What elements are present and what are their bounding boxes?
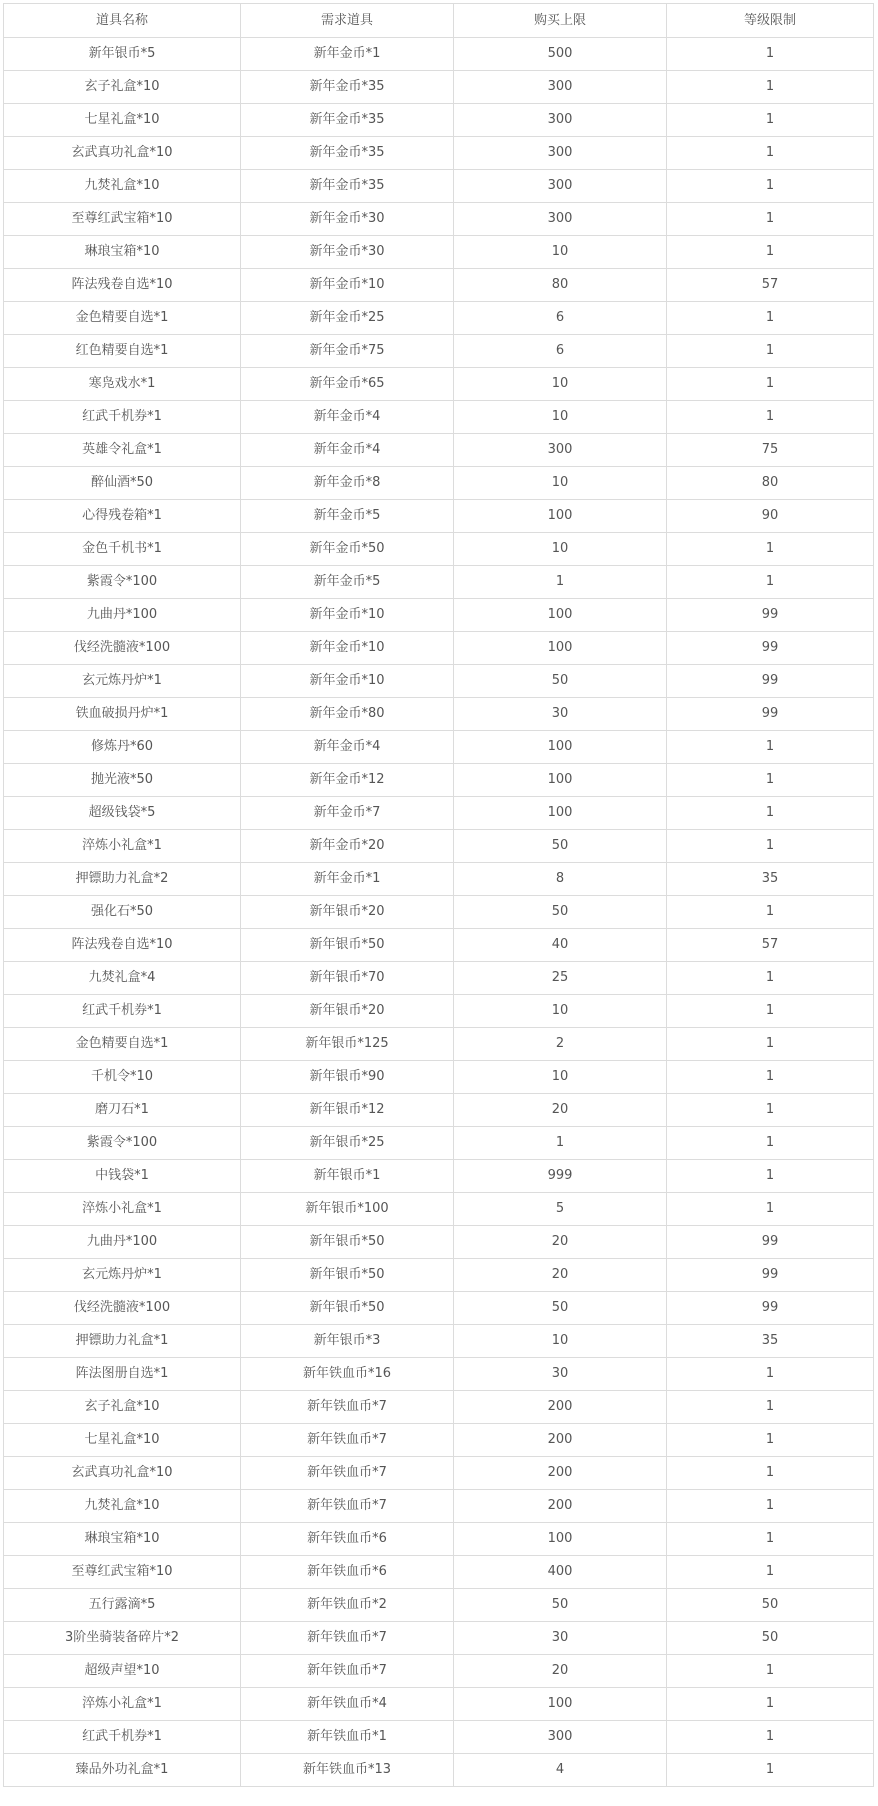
cell-purchase-limit: 100 (454, 599, 667, 632)
cell-purchase-limit: 6 (454, 302, 667, 335)
cell-purchase-limit: 200 (454, 1457, 667, 1490)
cell-item-name: 臻品外功礼盒*1 (4, 1754, 241, 1787)
cell-level-limit: 1 (667, 236, 874, 269)
cell-required-item: 新年银币*70 (241, 962, 454, 995)
cell-level-limit: 1 (667, 1358, 874, 1391)
cell-item-name: 紫霞令*100 (4, 566, 241, 599)
cell-item-name: 修炼丹*60 (4, 731, 241, 764)
table-row (4, 104, 874, 137)
cell-level-limit: 1 (667, 401, 874, 434)
table-row (4, 1061, 874, 1094)
table-row (4, 1457, 874, 1490)
table-row (4, 335, 874, 368)
table-row (4, 1688, 874, 1721)
cell-purchase-limit: 10 (454, 533, 667, 566)
cell-required-item: 新年金币*50 (241, 533, 454, 566)
table-row (4, 1325, 874, 1358)
cell-required-item: 新年铁血币*2 (241, 1589, 454, 1622)
cell-level-limit: 1 (667, 1523, 874, 1556)
cell-level-limit: 99 (667, 599, 874, 632)
cell-item-name: 九焚礼盒*4 (4, 962, 241, 995)
cell-required-item: 新年金币*5 (241, 566, 454, 599)
cell-required-item: 新年金币*80 (241, 698, 454, 731)
cell-purchase-limit: 200 (454, 1424, 667, 1457)
table-row (4, 236, 874, 269)
cell-required-item: 新年银币*125 (241, 1028, 454, 1061)
header-required-item: 需求道具 (241, 4, 454, 38)
cell-level-limit: 1 (667, 203, 874, 236)
cell-item-name: 琳琅宝箱*10 (4, 236, 241, 269)
cell-item-name: 淬炼小礼盒*1 (4, 1193, 241, 1226)
cell-required-item: 新年金币*35 (241, 71, 454, 104)
cell-purchase-limit: 300 (454, 434, 667, 467)
cell-item-name: 紫霞令*100 (4, 1127, 241, 1160)
cell-purchase-limit: 80 (454, 269, 667, 302)
cell-item-name: 押镖助力礼盒*1 (4, 1325, 241, 1358)
table-row (4, 1589, 874, 1622)
cell-level-limit: 1 (667, 1721, 874, 1754)
table-row (4, 137, 874, 170)
cell-level-limit: 99 (667, 1259, 874, 1292)
cell-item-name: 琳琅宝箱*10 (4, 1523, 241, 1556)
cell-required-item: 新年金币*35 (241, 137, 454, 170)
cell-purchase-limit: 2 (454, 1028, 667, 1061)
cell-required-item: 新年金币*10 (241, 665, 454, 698)
cell-level-limit: 1 (667, 566, 874, 599)
cell-item-name: 铁血破损丹炉*1 (4, 698, 241, 731)
cell-required-item: 新年金币*10 (241, 599, 454, 632)
table-row (4, 632, 874, 665)
cell-item-name: 淬炼小礼盒*1 (4, 830, 241, 863)
table-row (4, 962, 874, 995)
cell-level-limit: 99 (667, 665, 874, 698)
cell-level-limit: 1 (667, 71, 874, 104)
cell-purchase-limit: 50 (454, 1589, 667, 1622)
table-row (4, 434, 874, 467)
table-row (4, 1358, 874, 1391)
cell-item-name: 五行露滴*5 (4, 1589, 241, 1622)
cell-purchase-limit: 100 (454, 632, 667, 665)
cell-item-name: 磨刀石*1 (4, 1094, 241, 1127)
cell-item-name: 红武千机券*1 (4, 1721, 241, 1754)
cell-purchase-limit: 10 (454, 467, 667, 500)
cell-required-item: 新年金币*1 (241, 863, 454, 896)
cell-purchase-limit: 300 (454, 1721, 667, 1754)
cell-item-name: 阵法残卷自选*10 (4, 929, 241, 962)
cell-required-item: 新年铁血币*6 (241, 1556, 454, 1589)
cell-item-name: 寒凫戏水*1 (4, 368, 241, 401)
cell-required-item: 新年银币*20 (241, 896, 454, 929)
cell-required-item: 新年金币*5 (241, 500, 454, 533)
cell-purchase-limit: 500 (454, 38, 667, 71)
table-row (4, 896, 874, 929)
table-header (4, 4, 874, 38)
cell-level-limit: 1 (667, 368, 874, 401)
cell-level-limit: 99 (667, 1292, 874, 1325)
cell-required-item: 新年金币*25 (241, 302, 454, 335)
table-row (4, 665, 874, 698)
table-row (4, 599, 874, 632)
cell-level-limit: 1 (667, 335, 874, 368)
table-row (4, 995, 874, 1028)
cell-purchase-limit: 10 (454, 368, 667, 401)
table-row (4, 401, 874, 434)
cell-required-item: 新年银币*90 (241, 1061, 454, 1094)
cell-level-limit: 1 (667, 1688, 874, 1721)
cell-required-item: 新年铁血币*7 (241, 1391, 454, 1424)
cell-purchase-limit: 400 (454, 1556, 667, 1589)
table-row (4, 1226, 874, 1259)
cell-item-name: 超级钱袋*5 (4, 797, 241, 830)
cell-item-name: 金色精要自选*1 (4, 302, 241, 335)
table-row (4, 1391, 874, 1424)
cell-required-item: 新年金币*10 (241, 269, 454, 302)
table-row (4, 71, 874, 104)
cell-required-item: 新年铁血币*4 (241, 1688, 454, 1721)
cell-required-item: 新年铁血币*7 (241, 1457, 454, 1490)
cell-level-limit: 1 (667, 1094, 874, 1127)
cell-level-limit: 1 (667, 962, 874, 995)
cell-item-name: 英雄令礼盒*1 (4, 434, 241, 467)
cell-required-item: 新年金币*4 (241, 434, 454, 467)
cell-level-limit: 75 (667, 434, 874, 467)
cell-level-limit: 1 (667, 137, 874, 170)
cell-purchase-limit: 50 (454, 896, 667, 929)
cell-item-name: 强化石*50 (4, 896, 241, 929)
cell-required-item: 新年金币*8 (241, 467, 454, 500)
cell-item-name: 九焚礼盒*10 (4, 170, 241, 203)
cell-item-name: 淬炼小礼盒*1 (4, 1688, 241, 1721)
cell-item-name: 红色精要自选*1 (4, 335, 241, 368)
cell-required-item: 新年金币*20 (241, 830, 454, 863)
cell-level-limit: 1 (667, 1490, 874, 1523)
cell-item-name: 抛光液*50 (4, 764, 241, 797)
cell-required-item: 新年银币*50 (241, 929, 454, 962)
table-row (4, 38, 874, 71)
header-purchase-limit: 购买上限 (454, 4, 667, 38)
cell-required-item: 新年铁血币*7 (241, 1622, 454, 1655)
cell-item-name: 玄武真功礼盒*10 (4, 1457, 241, 1490)
table-row (4, 170, 874, 203)
cell-required-item: 新年铁血币*6 (241, 1523, 454, 1556)
header-item-name: 道具名称 (4, 4, 241, 38)
cell-level-limit: 50 (667, 1622, 874, 1655)
cell-item-name: 玄武真功礼盒*10 (4, 137, 241, 170)
cell-item-name: 金色千机书*1 (4, 533, 241, 566)
cell-required-item: 新年银币*100 (241, 1193, 454, 1226)
cell-purchase-limit: 10 (454, 995, 667, 1028)
table-row (4, 203, 874, 236)
table-row (4, 698, 874, 731)
cell-required-item: 新年铁血币*13 (241, 1754, 454, 1787)
cell-level-limit: 1 (667, 995, 874, 1028)
cell-purchase-limit: 50 (454, 1292, 667, 1325)
cell-item-name: 九曲丹*100 (4, 599, 241, 632)
cell-purchase-limit: 8 (454, 863, 667, 896)
cell-purchase-limit: 100 (454, 731, 667, 764)
cell-level-limit: 90 (667, 500, 874, 533)
cell-required-item: 新年银币*1 (241, 1160, 454, 1193)
cell-level-limit: 1 (667, 1160, 874, 1193)
cell-purchase-limit: 20 (454, 1655, 667, 1688)
header-level-limit: 等级限制 (667, 4, 874, 38)
table-row (4, 863, 874, 896)
cell-required-item: 新年金币*12 (241, 764, 454, 797)
cell-level-limit: 1 (667, 1556, 874, 1589)
cell-item-name: 七星礼盒*10 (4, 104, 241, 137)
table-row (4, 1193, 874, 1226)
cell-purchase-limit: 4 (454, 1754, 667, 1787)
cell-item-name: 伐经洗髓液*100 (4, 632, 241, 665)
cell-item-name: 超级声望*10 (4, 1655, 241, 1688)
cell-purchase-limit: 300 (454, 137, 667, 170)
cell-required-item: 新年金币*35 (241, 104, 454, 137)
cell-item-name: 阵法残卷自选*10 (4, 269, 241, 302)
cell-item-name: 玄子礼盒*10 (4, 71, 241, 104)
cell-purchase-limit: 6 (454, 335, 667, 368)
table-row (4, 500, 874, 533)
cell-purchase-limit: 100 (454, 1523, 667, 1556)
cell-level-limit: 35 (667, 1325, 874, 1358)
table-row (4, 1721, 874, 1754)
cell-purchase-limit: 100 (454, 764, 667, 797)
cell-required-item: 新年金币*30 (241, 203, 454, 236)
cell-level-limit: 50 (667, 1589, 874, 1622)
cell-purchase-limit: 50 (454, 830, 667, 863)
cell-level-limit: 1 (667, 302, 874, 335)
cell-item-name: 醉仙酒*50 (4, 467, 241, 500)
cell-purchase-limit: 30 (454, 698, 667, 731)
table-row (4, 1292, 874, 1325)
table-row (4, 269, 874, 302)
cell-required-item: 新年金币*10 (241, 632, 454, 665)
cell-item-name: 玄元炼丹炉*1 (4, 665, 241, 698)
table-row (4, 1424, 874, 1457)
cell-item-name: 押镖助力礼盒*2 (4, 863, 241, 896)
cell-level-limit: 1 (667, 1028, 874, 1061)
cell-purchase-limit: 300 (454, 203, 667, 236)
table-row (4, 467, 874, 500)
cell-required-item: 新年金币*4 (241, 401, 454, 434)
table-row (4, 929, 874, 962)
cell-item-name: 3阶坐骑装备碎片*2 (4, 1622, 241, 1655)
cell-required-item: 新年银币*20 (241, 995, 454, 1028)
cell-level-limit: 1 (667, 1457, 874, 1490)
cell-level-limit: 1 (667, 1127, 874, 1160)
cell-level-limit: 1 (667, 797, 874, 830)
table-row (4, 368, 874, 401)
cell-purchase-limit: 100 (454, 1688, 667, 1721)
cell-item-name: 七星礼盒*10 (4, 1424, 241, 1457)
table-row (4, 1094, 874, 1127)
cell-purchase-limit: 50 (454, 665, 667, 698)
cell-level-limit: 1 (667, 1754, 874, 1787)
cell-required-item: 新年铁血币*7 (241, 1490, 454, 1523)
table-row (4, 1259, 874, 1292)
cell-purchase-limit: 999 (454, 1160, 667, 1193)
cell-required-item: 新年银币*12 (241, 1094, 454, 1127)
cell-level-limit: 1 (667, 533, 874, 566)
cell-required-item: 新年金币*75 (241, 335, 454, 368)
table-row (4, 1754, 874, 1787)
cell-required-item: 新年银币*3 (241, 1325, 454, 1358)
table-row (4, 1523, 874, 1556)
exchange-table-container (3, 3, 874, 1787)
table-row (4, 797, 874, 830)
cell-item-name: 至尊红武宝箱*10 (4, 1556, 241, 1589)
cell-level-limit: 1 (667, 830, 874, 863)
cell-purchase-limit: 25 (454, 962, 667, 995)
cell-item-name: 至尊红武宝箱*10 (4, 203, 241, 236)
cell-item-name: 金色精要自选*1 (4, 1028, 241, 1061)
cell-level-limit: 1 (667, 38, 874, 71)
cell-purchase-limit: 30 (454, 1622, 667, 1655)
cell-purchase-limit: 10 (454, 1061, 667, 1094)
exchange-table (3, 3, 874, 1787)
cell-level-limit: 1 (667, 1193, 874, 1226)
cell-level-limit: 80 (667, 467, 874, 500)
cell-required-item: 新年金币*65 (241, 368, 454, 401)
cell-purchase-limit: 20 (454, 1226, 667, 1259)
cell-purchase-limit: 300 (454, 170, 667, 203)
cell-required-item: 新年铁血币*7 (241, 1655, 454, 1688)
cell-item-name: 红武千机券*1 (4, 995, 241, 1028)
table-row (4, 1556, 874, 1589)
cell-item-name: 千机令*10 (4, 1061, 241, 1094)
cell-item-name: 玄子礼盒*10 (4, 1391, 241, 1424)
cell-purchase-limit: 10 (454, 401, 667, 434)
table-row (4, 1160, 874, 1193)
cell-item-name: 九曲丹*100 (4, 1226, 241, 1259)
cell-item-name: 红武千机券*1 (4, 401, 241, 434)
cell-required-item: 新年铁血币*16 (241, 1358, 454, 1391)
cell-item-name: 九焚礼盒*10 (4, 1490, 241, 1523)
cell-level-limit: 1 (667, 104, 874, 137)
cell-purchase-limit: 100 (454, 500, 667, 533)
cell-level-limit: 1 (667, 1655, 874, 1688)
cell-item-name: 伐经洗髓液*100 (4, 1292, 241, 1325)
table-row (4, 1490, 874, 1523)
cell-required-item: 新年银币*25 (241, 1127, 454, 1160)
cell-required-item: 新年银币*50 (241, 1226, 454, 1259)
cell-purchase-limit: 20 (454, 1094, 667, 1127)
table-row (4, 830, 874, 863)
cell-required-item: 新年金币*35 (241, 170, 454, 203)
cell-purchase-limit: 20 (454, 1259, 667, 1292)
cell-level-limit: 1 (667, 896, 874, 929)
cell-level-limit: 1 (667, 1061, 874, 1094)
table-row (4, 1655, 874, 1688)
cell-level-limit: 1 (667, 1391, 874, 1424)
cell-required-item: 新年银币*50 (241, 1259, 454, 1292)
cell-purchase-limit: 5 (454, 1193, 667, 1226)
cell-item-name: 心得残卷箱*1 (4, 500, 241, 533)
cell-level-limit: 57 (667, 269, 874, 302)
cell-required-item: 新年银币*50 (241, 1292, 454, 1325)
cell-item-name: 中钱袋*1 (4, 1160, 241, 1193)
cell-purchase-limit: 30 (454, 1358, 667, 1391)
table-row (4, 566, 874, 599)
cell-required-item: 新年金币*7 (241, 797, 454, 830)
cell-required-item: 新年金币*4 (241, 731, 454, 764)
cell-purchase-limit: 300 (454, 104, 667, 137)
cell-purchase-limit: 1 (454, 566, 667, 599)
cell-purchase-limit: 200 (454, 1391, 667, 1424)
cell-purchase-limit: 1 (454, 1127, 667, 1160)
cell-purchase-limit: 10 (454, 1325, 667, 1358)
cell-level-limit: 57 (667, 929, 874, 962)
cell-purchase-limit: 300 (454, 71, 667, 104)
cell-item-name: 玄元炼丹炉*1 (4, 1259, 241, 1292)
cell-required-item: 新年金币*30 (241, 236, 454, 269)
cell-required-item: 新年金币*1 (241, 38, 454, 71)
table-row (4, 1127, 874, 1160)
cell-item-name: 阵法图册自选*1 (4, 1358, 241, 1391)
cell-level-limit: 1 (667, 1424, 874, 1457)
table-row (4, 764, 874, 797)
cell-level-limit: 99 (667, 698, 874, 731)
cell-purchase-limit: 100 (454, 797, 667, 830)
table-row (4, 1028, 874, 1061)
table-row (4, 533, 874, 566)
cell-required-item: 新年铁血币*7 (241, 1424, 454, 1457)
cell-purchase-limit: 10 (454, 236, 667, 269)
cell-required-item: 新年铁血币*1 (241, 1721, 454, 1754)
cell-level-limit: 1 (667, 731, 874, 764)
cell-purchase-limit: 200 (454, 1490, 667, 1523)
cell-purchase-limit: 40 (454, 929, 667, 962)
cell-level-limit: 1 (667, 170, 874, 203)
cell-level-limit: 35 (667, 863, 874, 896)
table-body (4, 38, 874, 1787)
header-row (4, 4, 874, 38)
cell-level-limit: 99 (667, 632, 874, 665)
table-row (4, 1622, 874, 1655)
cell-level-limit: 99 (667, 1226, 874, 1259)
cell-level-limit: 1 (667, 764, 874, 797)
table-row (4, 302, 874, 335)
cell-item-name: 新年银币*5 (4, 38, 241, 71)
table-row (4, 731, 874, 764)
